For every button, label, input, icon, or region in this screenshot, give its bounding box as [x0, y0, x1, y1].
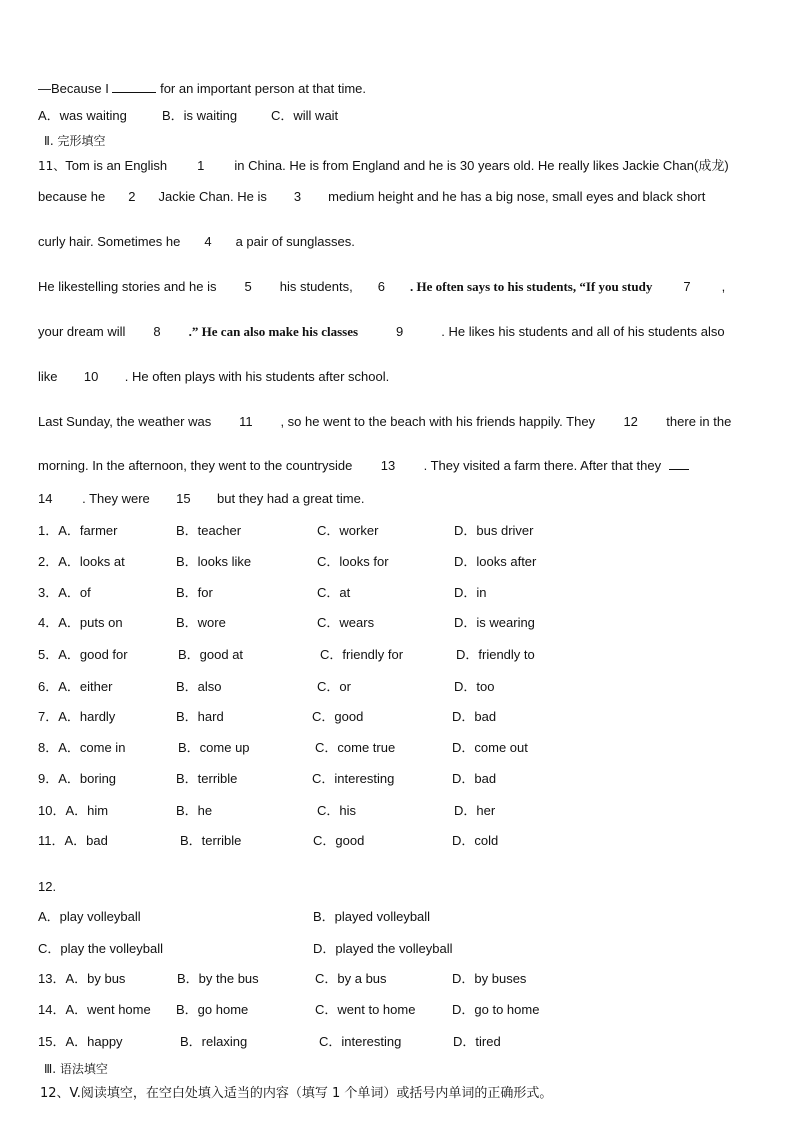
option-a: 6．A．either: [38, 679, 113, 694]
option-b: B．wore: [176, 615, 226, 630]
passage-text: . They visited a farm there. After that they: [423, 458, 662, 473]
option-b: B．good at: [178, 647, 244, 662]
option-b: B．looks like: [176, 554, 252, 569]
passage-text: He likestelling stories and he is: [38, 279, 217, 294]
option-a: A．play volleyball: [38, 909, 141, 924]
option-c: C．good: [313, 833, 365, 848]
option-b: B．played volleyball: [313, 909, 431, 924]
question-number: 11、: [38, 159, 66, 173]
passage-text: your dream will: [38, 324, 126, 339]
option-b: B．terrible: [180, 833, 242, 848]
option-d: D．looks after: [454, 554, 537, 569]
blank-number: 7: [683, 279, 691, 294]
passage-line: [38, 324, 725, 340]
option-d: D．by buses: [452, 971, 527, 986]
blank-number: 12: [623, 414, 638, 429]
passage-text: Tom is an English: [65, 158, 168, 173]
blank-number: 6: [377, 279, 385, 294]
passage-line: [38, 158, 729, 174]
option-d: D．bus driver: [454, 523, 534, 538]
passage-text: a pair of sunglasses.: [235, 234, 355, 249]
section-title: Ⅲ. 语法填空: [44, 1062, 108, 1076]
option-c: C．worker: [317, 523, 379, 538]
option-b: B．is waiting: [162, 108, 238, 123]
option-c: C．went to home: [315, 1002, 416, 1017]
option-d: D．played the volleyball: [313, 941, 453, 956]
passage-text: .” He can also make his classes: [188, 324, 359, 339]
passage-text: ,: [721, 279, 726, 294]
option-b: B．he: [176, 803, 213, 818]
option-a: 5．A．good for: [38, 647, 128, 662]
question-text: for an important person at that time.: [160, 81, 367, 96]
option-a: 7．A．hardly: [38, 709, 116, 724]
passage-text: there in the: [666, 414, 732, 429]
answer-blank: [112, 81, 156, 93]
passage-text: Last Sunday, the weather was: [38, 414, 212, 429]
passage-text: . He likes his students and all of his students also: [441, 324, 725, 339]
option-c: C．good: [312, 709, 364, 724]
option-b: B．for: [176, 585, 213, 600]
option-d: D．come out: [452, 740, 528, 755]
passage-line: [38, 369, 389, 385]
option-d: D．go to home: [452, 1002, 540, 1017]
blank-number: 11: [239, 414, 253, 429]
option-a: 2．A．looks at: [38, 554, 125, 569]
blank-number: 14: [38, 491, 53, 506]
option-c: C．looks for: [317, 554, 389, 569]
section-title: Ⅱ. 完形填空: [44, 134, 106, 148]
option-b: B．by the bus: [177, 971, 259, 986]
option-a: 4．A．puts on: [38, 615, 123, 630]
passage-text: . He often plays with his students after school.: [124, 369, 390, 384]
option-b: B．terrible: [176, 771, 238, 786]
blank-number: 3: [293, 189, 302, 204]
option-b: B．go home: [176, 1002, 249, 1017]
option-b: B．come up: [178, 740, 250, 755]
question-text: —Because I: [38, 81, 109, 96]
option-a: 8．A．come in: [38, 740, 126, 755]
option-c: C．will wait: [271, 108, 339, 123]
passage-text: in China. He is from England and he is 30 years old. He really likes Jackie Chan(成龙): [234, 158, 729, 173]
passage-text: because he: [38, 189, 106, 204]
option-d: D．bad: [452, 709, 497, 724]
passage-line: [38, 189, 705, 205]
passage-line: [38, 458, 689, 474]
passage-line: [38, 234, 355, 250]
option-b: B．hard: [176, 709, 224, 724]
option-a: A．was waiting: [38, 108, 127, 123]
passage-text: curly hair. Sometimes he: [38, 234, 181, 249]
option-b: B．relaxing: [180, 1034, 248, 1049]
blank-number: 10: [83, 369, 99, 384]
option-a: 10．A．him: [38, 803, 109, 818]
instruction-text: V.阅读填空，在空白处填入适当的内容（填写 1 个单词）或括号内单词的正确形式。: [69, 1086, 553, 1101]
option-d: D．her: [454, 803, 496, 818]
question-number: 12.: [38, 879, 57, 894]
option-c: C．come true: [315, 740, 396, 755]
option-a: 15．A．happy: [38, 1034, 123, 1049]
passage-text: medium height and he has a big nose, small eyes and black short: [328, 189, 706, 204]
option-a: 13．A．by bus: [38, 971, 126, 986]
option-b: B．also: [176, 679, 222, 694]
option-d: D．friendly to: [456, 647, 535, 662]
blank-number: 13: [380, 458, 396, 473]
blank-number: 15: [176, 491, 191, 506]
option-c: C．friendly for: [320, 647, 404, 662]
passage-text: his students,: [279, 279, 353, 294]
passage-text: . They were: [82, 491, 150, 506]
blank-number: 2: [128, 189, 136, 204]
option-a: 14．A．went home: [38, 1002, 151, 1017]
passage-text: like: [38, 369, 58, 384]
option-a: 9．A．boring: [38, 771, 117, 786]
option-d: D．too: [454, 679, 495, 694]
option-a: 3．A．of: [38, 585, 91, 600]
passage-text: . He often says to his students, “If you study: [409, 279, 653, 294]
option-d: D．in: [454, 585, 487, 600]
option-a: 11．A．bad: [38, 833, 108, 848]
passage-text: Jackie Chan. He is: [158, 189, 267, 204]
option-c: C．interesting: [319, 1034, 402, 1049]
option-c: C．or: [317, 679, 351, 694]
option-c: C．at: [317, 585, 351, 600]
passage-text: , so he went to the beach with his friends happily. They: [280, 414, 596, 429]
question-line: [38, 81, 366, 97]
option-b: B．teacher: [176, 523, 242, 538]
blank-number: 5: [244, 279, 252, 294]
option-a: 1．A．farmer: [38, 523, 118, 538]
blank-number: 1: [197, 158, 205, 173]
passage-text: but they had a great time.: [217, 491, 365, 506]
blank-number: 4: [204, 234, 212, 249]
option-c: C．by a bus: [315, 971, 387, 986]
option-d: D．bad: [452, 771, 497, 786]
option-d: D．is wearing: [454, 615, 535, 630]
question-number: 12、: [40, 1086, 70, 1101]
passage-line: [38, 491, 364, 507]
passage-line: [38, 279, 725, 295]
option-c: C．wears: [317, 615, 375, 630]
option-c: C．interesting: [312, 771, 395, 786]
blank-number: 9: [396, 324, 404, 339]
instruction-line: [40, 1086, 552, 1102]
option-d: D．cold: [452, 833, 499, 848]
passage-line: [38, 414, 731, 430]
blank-number: 8: [153, 324, 161, 339]
option-c: C．his: [317, 803, 357, 818]
answer-blank: [669, 458, 689, 470]
passage-text: morning. In the afternoon, they went to the countryside: [38, 458, 353, 473]
option-d: D．tired: [453, 1034, 501, 1049]
option-c: C．play the volleyball: [38, 941, 164, 956]
